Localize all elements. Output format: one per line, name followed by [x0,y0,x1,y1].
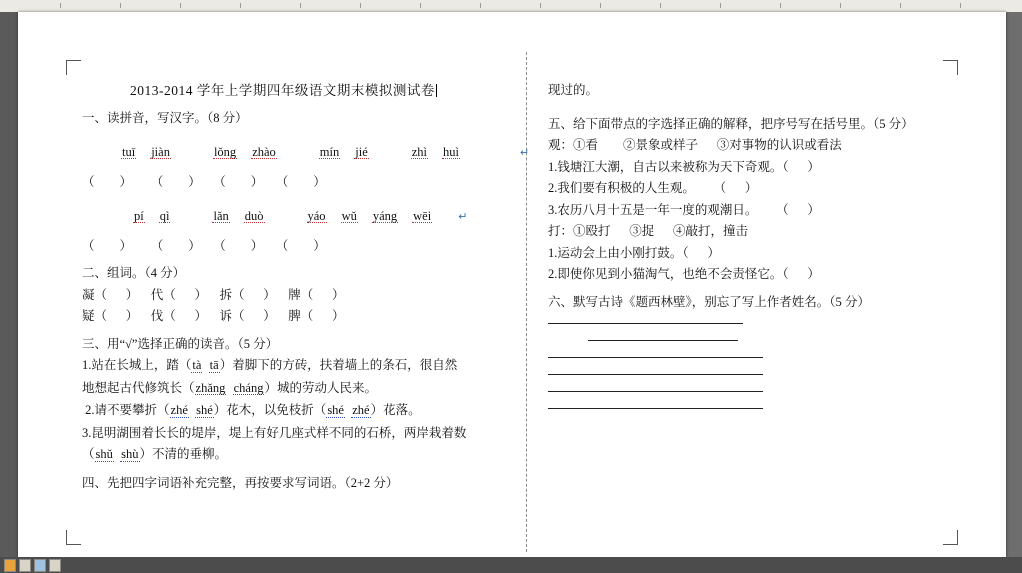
view-icon[interactable] [34,559,46,572]
section-5-item-5[interactable]: 2.即使你见到小猫淘气，也绝不会责怪它。（ ） [548,267,820,281]
status-bar [0,557,1022,573]
section-5-item-3[interactable]: 3.农历八月十五是一年一度的观潮日。 （ ） [548,202,820,217]
answer-blank-line[interactable] [548,323,743,324]
column-divider [526,52,527,552]
answer-brackets-row-2[interactable]: （ ） （ ） （ ） （ ） [82,238,326,253]
word-build-row-2[interactable]: 疑（ ） 伐（ ） 诉（ ） 脾（ ） [82,309,345,323]
answer-blank-line[interactable] [548,391,763,392]
answer-blank-line[interactable] [588,340,738,341]
vertical-scrollbar[interactable] [1006,12,1022,557]
left-column [82,83,530,498]
page-icon[interactable] [4,559,16,572]
pinyin-row-2: pí qì lǎn duò yáo wǔ yáng wēi ↵ [134,208,468,223]
section-5-item-4[interactable]: 1.运动会上由小刚打鼓。（ ） [548,245,720,260]
continuation-text: 现过的。 [548,83,599,97]
text-cursor [436,84,437,97]
section-5-item-2[interactable]: 2.我们要有积极的人生观。 （ ） [548,181,758,195]
section-3-item-1a: 1.站在长城上，踏（tà tā）着脚下的方砖，扶着墙上的条石，很自然 [82,358,458,372]
section-3-item-1b: 地想起古代修筑长（zhǎng cháng）城的劳动人民来。 [82,380,377,395]
section-3-item-3a: 3.昆明湖围着长长的堤岸，堤上有好几座式样不同的石桥，两岸栽着数 [82,425,467,440]
crop-mark-top-left [66,60,81,75]
pinyin-row-1: tuī jiàn lǒng zhào mín jié zhì huì ↵ [122,144,530,159]
web-icon[interactable] [49,559,61,572]
answer-brackets-row-1[interactable]: （ ） （ ） （ ） （ ） [82,174,326,189]
section-3-heading: 三、用“√”选择正确的读音。（5 分） [82,336,279,351]
document-page[interactable] [18,12,1006,557]
section-2-heading: 二、组词。（4 分） [82,266,186,280]
section-5-heading: 五、给下面带点的字选择正确的解释，把序号写在括号里。（5 分） [548,116,914,131]
section-1-heading: 一、读拼音，写汉字。（8 分） [82,110,248,125]
section-5-item-1[interactable]: 1.钱塘江大潮，自古以来被称为天下奇观。（ ） [548,159,820,174]
crop-mark-bottom-left [66,530,81,545]
section-5-definition-da: 打：①殴打 ③捉 ④敲打，撞击 [548,224,749,238]
page-title: 2013-2014 学年上学期四年级语文期末模拟测试卷 [130,83,435,98]
section-3-item-2: 2.请不要攀折（zhé shé）花木，以免枝折（shé zhé）花落。 [82,403,421,417]
answer-blank-line[interactable] [548,374,763,375]
left-margin-gutter [0,12,18,557]
right-column [548,84,978,425]
answer-blank-line[interactable] [548,408,763,409]
view-mode-icons[interactable] [4,559,61,572]
answer-blank-line[interactable] [548,357,763,358]
word-build-row-1[interactable]: 凝（ ） 代（ ） 拆（ ） 牌（ ） [82,287,345,302]
section-5-definition-guan: 观：①看 ②景象或样子 ③对事物的认识或看法 [548,138,842,152]
section-4-heading: 四、先把四字词语补充完整，再按要求写词语。（2+2 分） [82,475,399,490]
crop-mark-bottom-right [943,530,958,545]
section-6-heading: 六、默写古诗《题西林壁》，别忘了写上作者姓名。（5 分） [548,294,870,309]
layout-icon[interactable] [19,559,31,572]
section-3-item-3b: （shǔ shù）不清的垂柳。 [82,447,228,461]
crop-mark-top-right [943,60,958,75]
